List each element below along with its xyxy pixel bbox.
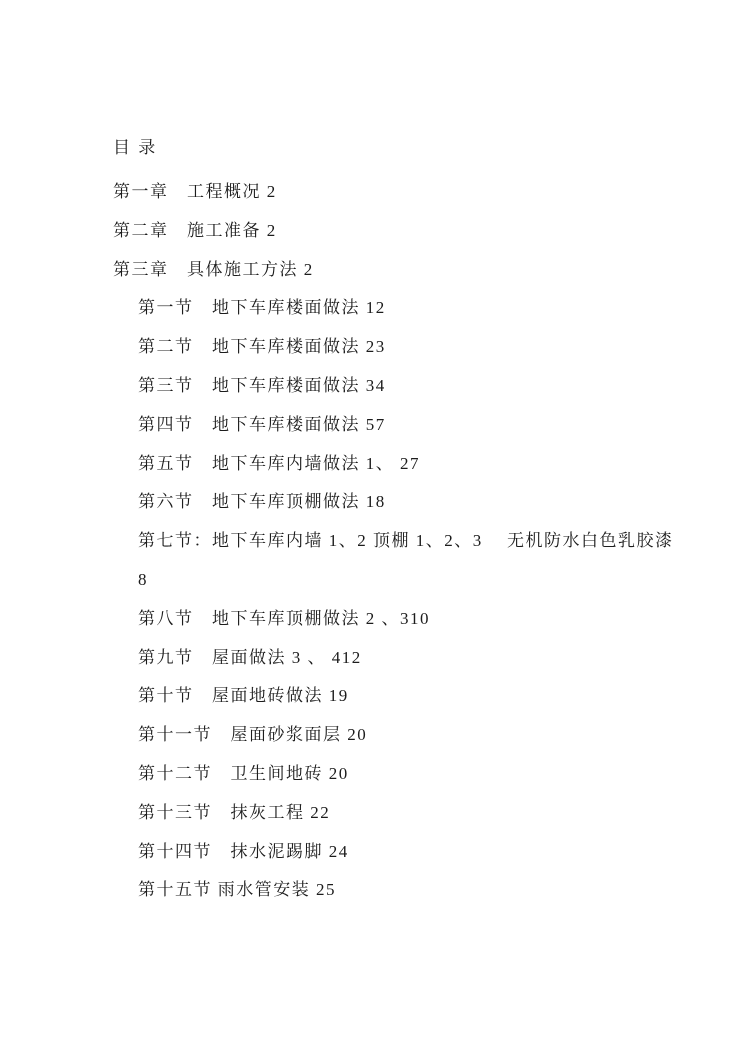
toc-section-3: 第三节 地下车库楼面做法 34 xyxy=(138,375,386,395)
toc-chapter-1: 第一章 工程概况 2 xyxy=(113,182,277,201)
toc-section-9: 第九节 屋面做法 3 、 412 xyxy=(138,647,362,667)
toc-chapter-2: 第二章 施工准备 2 xyxy=(113,220,277,240)
toc-section-15: 第十五节 雨水管安装 25 xyxy=(138,880,336,900)
toc-section-4: 第四节 地下车库楼面做法 57 xyxy=(138,414,386,434)
toc-section-11: 第十一节 屋面砂浆面层 20 xyxy=(138,725,368,745)
toc-content xyxy=(113,139,713,920)
toc-title: 目 录 xyxy=(113,138,158,157)
toc-chapter-3: 第三章 具体施工方法 2 xyxy=(113,259,314,279)
toc-section-7-continuation: 8 xyxy=(138,569,148,589)
toc-section-7: 第七节：地下车库内墙 1、2 顶棚 1、2、3 无机防水白色乳胶漆 xyxy=(138,531,674,551)
toc-section-14: 第十四节 抹水泥踢脚 24 xyxy=(138,841,349,861)
toc-section-12: 第十二节 卫生间地砖 20 xyxy=(138,763,349,783)
toc-section-6: 第六节 地下车库顶棚做法 18 xyxy=(138,492,386,512)
toc-section-1: 第一节 地下车库楼面做法 12 xyxy=(138,298,386,318)
toc-section-2: 第二节 地下车库楼面做法 23 xyxy=(138,337,386,357)
toc-section-8: 第八节 地下车库顶棚做法 2 、310 xyxy=(138,608,430,628)
toc-section-5: 第五节 地下车库内墙做法 1、 27 xyxy=(138,453,420,473)
toc-section-13: 第十三节 抹灰工程 22 xyxy=(138,802,331,822)
toc-section-10: 第十节 屋面地砖做法 19 xyxy=(138,686,349,706)
